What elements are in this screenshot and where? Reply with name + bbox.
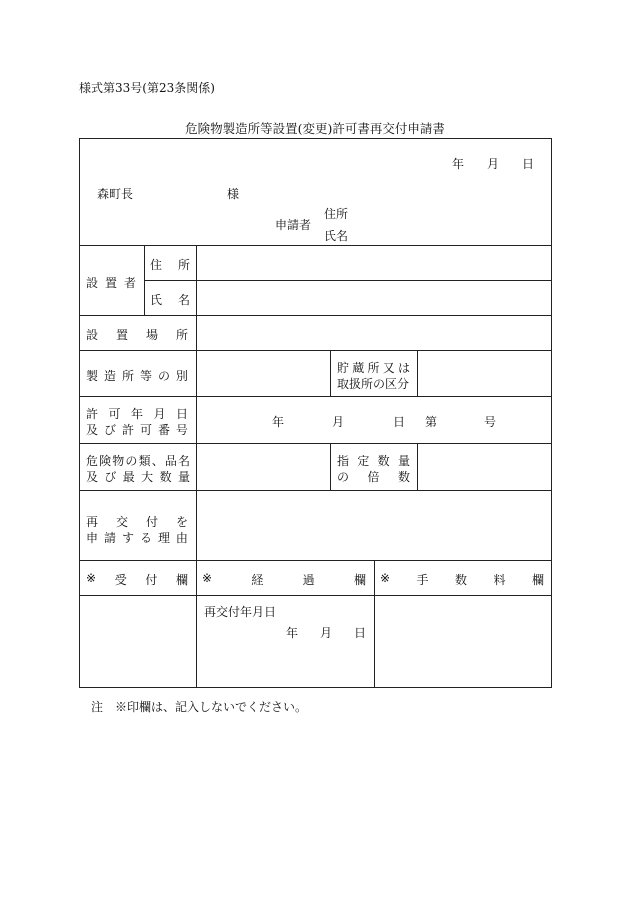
reissue-date-label: 再交付年月日 (204, 605, 277, 619)
date-line (452, 155, 534, 172)
column-divider (144, 245, 145, 315)
date-day: 日 (521, 157, 534, 171)
column-divider (417, 443, 418, 490)
applicant-name-label: 氏名 (324, 229, 349, 243)
date-year: 年 (452, 157, 465, 171)
installation-location-label: 設 置 場 所 (86, 328, 188, 342)
reception-column-header: ※ 受 付 欄 (86, 571, 188, 587)
fee-column-header: ※ 手 数 料 欄 (380, 571, 544, 587)
multiple-label: の 倍 数 (337, 470, 410, 484)
row-divider (80, 595, 551, 596)
applicant-label: 申請者 (275, 218, 312, 232)
applicant-address-label: 住所 (324, 207, 349, 221)
date-month: 月 (486, 157, 499, 171)
document-title: 危険物製造所等設置(変更)許可書再交付申請書 (185, 121, 445, 136)
reissue-date-line: 年 月 日 (286, 626, 366, 640)
row-divider (80, 396, 551, 397)
permit-year: 年 (272, 415, 285, 429)
storage-handling-label-line1: 貯 蔵 所 又 は (337, 361, 410, 375)
row-divider (80, 443, 551, 444)
row-divider (80, 245, 551, 246)
permit-date-label: 許 可 年 月 日 (86, 407, 188, 421)
row-divider (80, 490, 551, 491)
column-divider (330, 350, 331, 396)
hazmat-class-label: 危 険 物 の 類 、 品 名 (86, 454, 190, 468)
column-divider (330, 443, 331, 490)
installer-name-label: 氏 名 (150, 293, 190, 307)
designated-quantity-label: 指 定 数 量 (337, 454, 410, 468)
column-divider (374, 560, 375, 688)
reissue-reason-label-line2: 申 請 す る 理 由 (86, 531, 188, 545)
row-divider (80, 350, 551, 351)
addressee-name: 森町長 (97, 187, 134, 201)
row-divider (80, 315, 551, 316)
addressee-honorific: 様 (227, 187, 240, 201)
permit-dai: 第 (425, 415, 438, 429)
permit-go: 号 (484, 415, 497, 429)
row-divider (144, 280, 551, 281)
permit-month: 月 (332, 415, 345, 429)
column-divider (417, 350, 418, 396)
storage-handling-label-line2: 取扱所の区分 (337, 377, 410, 391)
installer-address-label: 住 所 (150, 258, 190, 272)
permit-number-label: 及 び 許 可 番 号 (86, 423, 188, 437)
application-form-table (79, 138, 552, 688)
facility-type-label: 製 造 所 等 の 別 (86, 369, 188, 383)
reissue-reason-label-line1: 再 交 付 を (86, 515, 188, 529)
form-number: 様式第33号(第23条関係) (79, 81, 215, 95)
hazmat-max-quantity-label: 及 び 最 大 数 量 (86, 470, 190, 484)
installer-label: 設 置 者 (86, 276, 136, 290)
row-divider (80, 560, 551, 561)
column-divider (196, 560, 197, 688)
permit-day: 日 (393, 415, 406, 429)
progress-column-header: ※ 経 過 欄 (202, 571, 366, 587)
column-divider (196, 245, 197, 560)
footer-note: 注 ※印欄は、記入しないでください。 (91, 700, 308, 714)
